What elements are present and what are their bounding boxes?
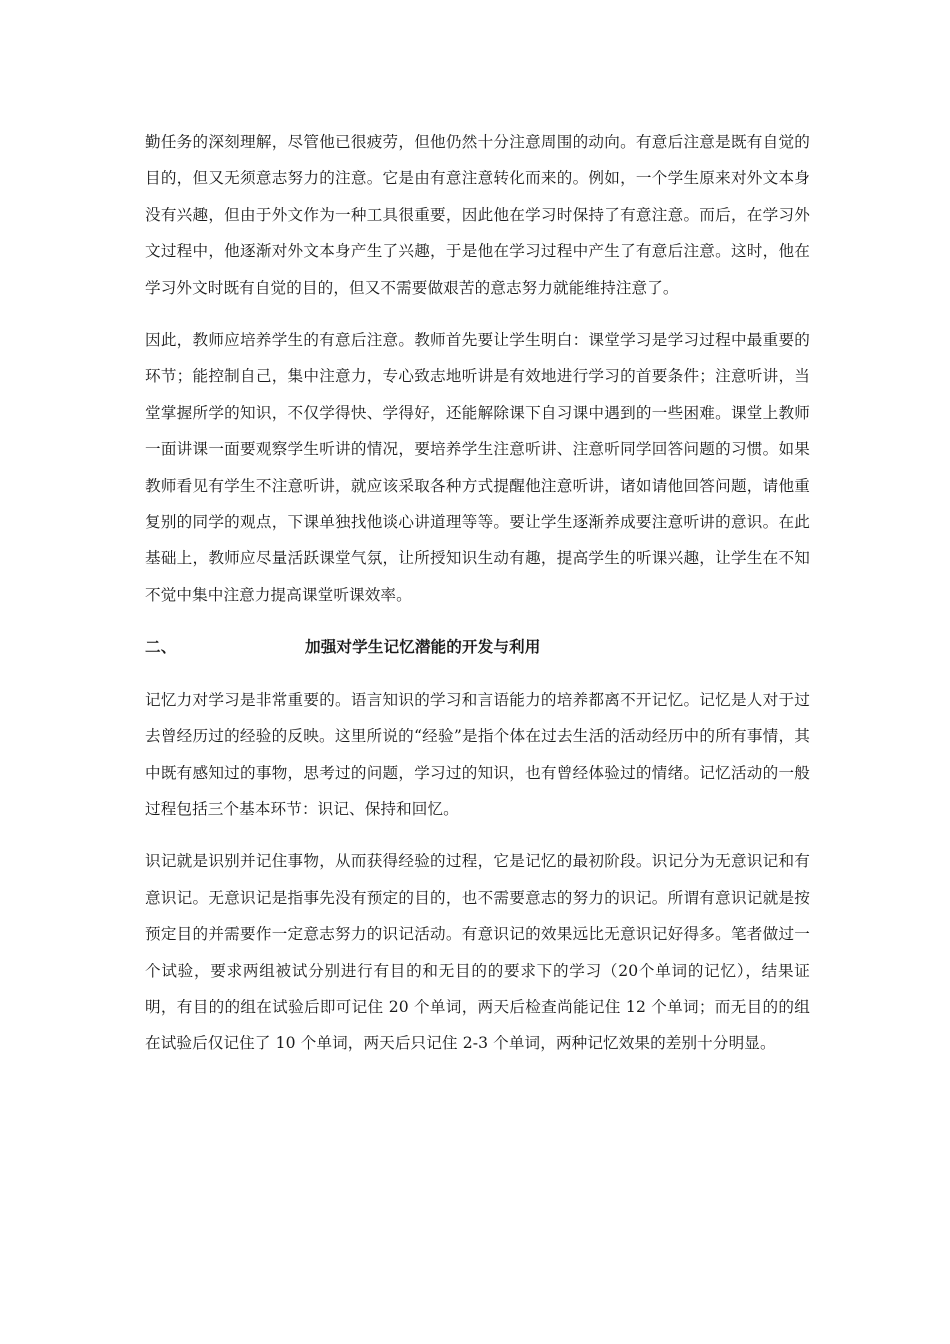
- section-heading: [145, 629, 810, 665]
- document-body: [145, 124, 810, 1078]
- paragraph-1: 勤任务的深刻理解，尽管他已很疲劳，但他仍然十分注意周围的动向。有意后注意是既有自觉的目的，但又无须意志努力的注意。它是由有意注意转化而来的。例如，一个学生原来对外文本身没有兴趣，但由于外文作为一种工具很重要，因此他在学习时保持了有意注意。而后，在学习外文过程中，他逐渐对外文本身产生了兴趣，于是他在学习过程中产生了有意后注意。这时，他在学习外文时既有自觉的目的，但又不需要做艰苦的意志努力就能维持注意了。: [145, 133, 810, 297]
- paragraph-3: 记忆力对学习是非常重要的。语言知识的学习和言语能力的培养都离不开记忆。记忆是人对于过去曾经历过的经验的反映。这里所说的“经验”是指个体在过去生活的活动经历中的所有事情，其中既有感知过的事物，思考过的问题，学习过的知识，也有曾经体验过的情绪。记忆活动的一般过程包括三个基本环节：识记、保持和回忆。: [145, 690, 810, 818]
- section-title: 加强对学生记忆潜能的开发与利用: [305, 638, 541, 657]
- section-number: 二、: [145, 638, 177, 657]
- paragraph-2: 因此，教师应培养学生的有意后注意。教师首先要让学生明白：课堂学习是学习过程中最重要的环节；能控制自己，集中注意力，专心致志地听讲是有效地进行学习的首要条件；注意听讲，当堂掌握所学的知识，不仅学得快、学得好，还能解除课下自习课中遇到的一些困难。课堂上教师一面讲课一面要观察学生听讲的情况，要培养学生注意听讲、注意听同学回答问题的习惯。如果教师看见有学生不注意听讲，就应该采取各种方式提醒他注意听讲，诸如请他回答问题，请他重复别的同学的观点，下课单独找他谈心讲道理等等。要让学生逐渐养成要注意听讲的意识。在此基础上，教师应尽量活跃课堂气氛，让所授知识生动有趣，提高学生的听课兴趣，让学生在不知不觉中集中注意力提高课堂听课效率。: [145, 331, 810, 604]
- paragraph-4: 识记就是识别并记住事物，从而获得经验的过程，它是记忆的最初阶段。识记分为无意识记和有意识记。无意识记是指事先没有预定的目的，也不需要意志的努力的识记。所谓有意识记就是按预定目的并需要作一定意志努力的识记活动。有意识记的效果远比无意识记好得多。笔者做过一个试验，要求两组被试分别进行有目的和无目的的要求下的学习（20个单词的记忆），结果证明，有目的的组在试验后即可记住 20 个单词，两天后检查尚能记住 12 个单词；而无目的的组在试验后仅记住了 10 个单词，两天后只记住 2-3 个单词，两种记忆效果的差别十分明显。: [145, 852, 810, 1053]
